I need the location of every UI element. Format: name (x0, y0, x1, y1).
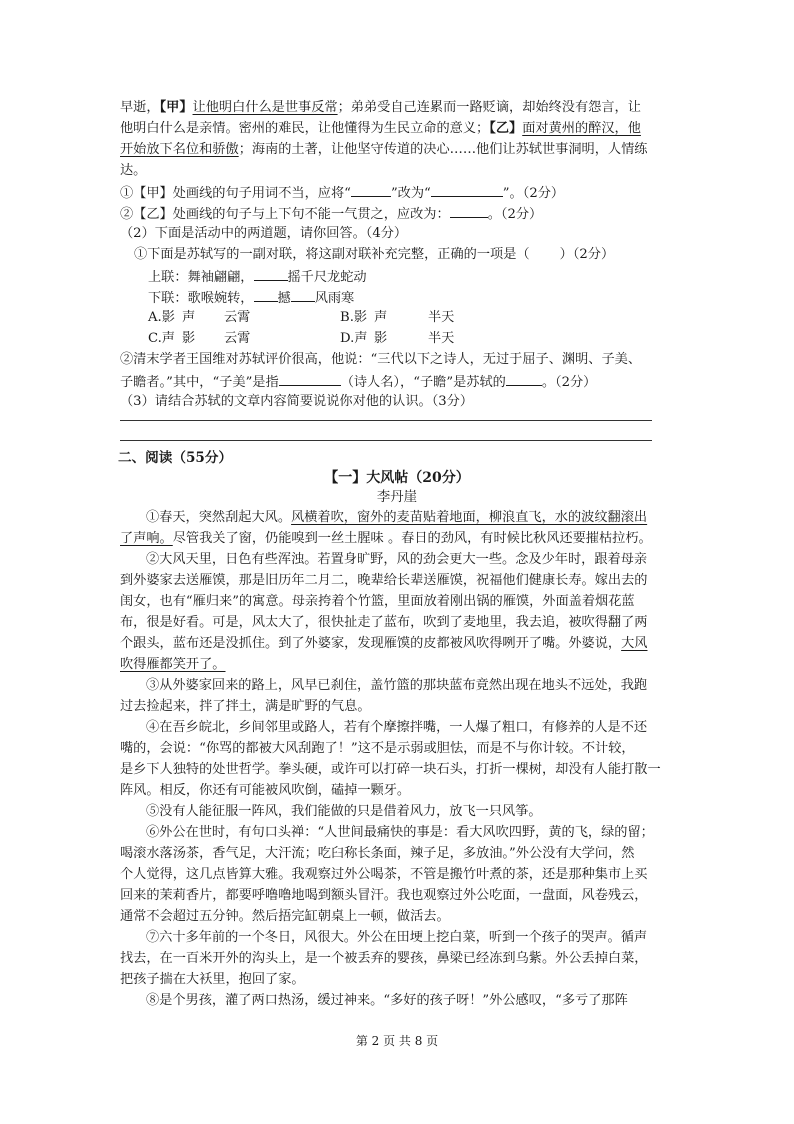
article-line: 喝滚水落汤茶，香气足，大汗流；吃臼称长条面，辣子足，多放油。”外公没有大学问，然 (120, 846, 635, 861)
article-line: 过去捡起来，拌了拌土，满是旷野的气息。 (120, 699, 371, 714)
question-text: （3）请结合苏轼的文章内容简要说说你对他的认识。（3分） (120, 394, 474, 409)
question-text: ”改为“ (390, 186, 431, 201)
answer-line[interactable] (120, 440, 652, 441)
article-line: 是乡下人独特的处世哲学。拳头硬，或许可以打碎一块石头，打折一棵树，却没有人能打散一 (120, 762, 661, 777)
underlined-sentence: 了声响。 (120, 531, 173, 546)
question-text: 。（2分） (487, 207, 543, 222)
question-text: （诗人名），“子瞻”是苏轼的 (340, 375, 506, 390)
text-span: 尽管我关了窗，仍能嗅到一丝土腥味 。春日的劲风，有时候比秋风还要摧枯拉朽。 (172, 531, 652, 546)
couplet-text: 上联：舞袖翩翩， (148, 270, 254, 285)
question-text: ①【甲】处画线的句子用词不当，应将“ (120, 186, 351, 201)
option-part: 半天 (428, 310, 455, 325)
question-text: ）（2分） (559, 247, 615, 262)
underlined-sentence-yi: 面对黄州的醉汉，他 (522, 121, 641, 136)
article-author: 李丹崖 (376, 490, 418, 505)
text-span: 早逝， (120, 100, 160, 115)
option-part: 云霄 (224, 331, 251, 346)
question-text: ②清末学者王国维对苏轼评价很高，他说：“三代以下之诗人，无过于屈子、渊明、子美、 (120, 352, 642, 367)
article-line (120, 634, 648, 654)
question-text: （2）下面是活动中的两道题，请你回答。（4分） (120, 226, 408, 241)
option-label: B.影 (340, 310, 368, 325)
question-3 (120, 224, 407, 244)
article-line: ⑧是个男孩，灌了两口热汤，缓过神来。“多好的孩子呀！”外公感叹，“多亏了那阵 (146, 993, 628, 1008)
passage-line (120, 98, 641, 118)
underlined-sentence-jia: 让他明白什么是世事反常 (192, 100, 338, 115)
couplet-text: 摇千尺龙蛇动 (287, 270, 367, 285)
question-text: ”。（2分） (502, 186, 565, 201)
question-3-2 (120, 350, 641, 370)
article-line-underlined: 吹得雁都笑开了。 (120, 657, 226, 672)
article-line: ⑤没有人能征服一阵风，我们能做的只是借着风力，放飞一只风筝。 (146, 804, 542, 819)
text-span: 他明白什么是亲情。密州的难民，让他懂得为生民立命的意义； (120, 121, 490, 136)
option-c[interactable] (148, 329, 250, 349)
article-line: ④在吾乡皖北，乡间邻里或路人，若有个摩擦拌嘴，一人爆了粗口，有修养的人是不还 (146, 720, 648, 735)
article-line: 阵风。相反，你还有可能被风吹倒，磕掉一颗牙。 (120, 783, 411, 798)
article-line: 闺女，也有“雁归来”的寓意。母亲挎着个竹篮，里面放着刚出锅的雁馍，外面盖着烟花蓝 (120, 594, 635, 609)
couplet-lower (148, 287, 354, 309)
page-number: 第 2 页 共 8 页 (355, 1034, 439, 1048)
article-line: 通常不会超过五分钟。然后捂完缸朝桌上一顿，做活去。 (120, 909, 450, 924)
option-a[interactable] (148, 308, 250, 328)
question-2 (120, 203, 542, 225)
answer-blank[interactable] (351, 182, 391, 197)
question-3-2-cont (120, 371, 596, 393)
question-4 (120, 392, 473, 412)
option-part: 云霄 (224, 310, 251, 325)
passage-line (120, 119, 641, 139)
article-line: 嘴的，会说：“你骂的都被大风刮跑了！”这不是示弱或胆怯，而是不与你计较。不计较， (120, 741, 635, 756)
text-span: ①春天，突然刮起大风。 (146, 510, 292, 525)
couplet-upper (148, 266, 367, 288)
article-line: 找去，在一百米开外的沟头上，是一个被丢弃的婴孩，鼻梁已经冻到乌紫。外公丢掉白菜， (120, 951, 648, 966)
option-b[interactable] (340, 308, 454, 328)
passage-line (120, 140, 648, 160)
marker-jia: 【甲】 (159, 100, 193, 115)
article-line: 布，很是好看。可是，风太大了，很快扯走了蓝布，吹到了麦地里，我去追，被吹得翻了两 (120, 615, 648, 630)
answer-line[interactable] (120, 420, 652, 421)
section-heading: 二、阅读（55分） (118, 450, 233, 466)
passage-line (120, 161, 146, 181)
option-part: 影 (182, 331, 196, 346)
option-label: C.声 (148, 331, 175, 346)
option-label: A.影 (148, 310, 175, 325)
couplet-text: 下联：歌喉婉转， (148, 291, 254, 306)
underlined-sentence-yi-cont: 开始放下名位和骄傲 (120, 142, 239, 157)
question-1 (120, 182, 564, 204)
option-label: D.声 (340, 331, 368, 346)
article-line: ⑥外公在世时，有句口头禅：“人世间最痛快的事是：看大风吹四野，黄的飞，绿的留； (146, 825, 654, 840)
option-d[interactable] (340, 329, 454, 349)
article-line: 个人觉得，这几点皆算大雅。我观察过外公喝茶，不管是搬竹叶煮的茶，还是那种集市上买 (120, 867, 648, 882)
answer-blank[interactable] (254, 266, 288, 281)
article-line: ⑦六十多年前的一个冬日，风很大。外公在田埂上挖白菜，听到一个孩子的哭声。循声 (146, 930, 648, 945)
answer-blank[interactable] (279, 371, 341, 386)
option-part: 影 (374, 331, 388, 346)
text-span: 达。 (120, 163, 147, 178)
question-text: ①下面是苏轼写的一副对联，将这副对联补充完整，正确的一项是（ (134, 247, 530, 262)
marker-yi: 【乙】 (489, 121, 523, 136)
article-line: ②大风天里，日色有些浑浊。若置身旷野，风的劲会更大一些。念及少年时，跟着母亲 (146, 552, 648, 567)
underlined-sentence: 风横着吹，窗外的麦苗贴着地面，柳浪直飞，水的波纹翻滚出 (291, 510, 648, 525)
article-line: 回来的茉莉香片，都要呼噜噜地喝到额头冒汗。我也观察过外公吃面，一盘面，风卷残云， (120, 888, 648, 903)
answer-blank[interactable] (254, 287, 278, 302)
article-line (120, 529, 652, 549)
article-title: 【一】大风帖（20分） (324, 470, 470, 486)
article-line: ③从外婆家回来的路上，风早已刹住，盖竹篮的那块蓝布竟然出现在地头不远处，我跑 (146, 678, 648, 693)
option-part: 声 (182, 310, 196, 325)
text-span: 个跟头，蓝布还是没抓住。到了外婆家，发现雁馍的皮都被风吹得咧开了嘴。外婆说， (120, 636, 622, 651)
answer-blank[interactable] (450, 203, 488, 218)
text-span: ；海南的土著，让他坚守传道的决心……他们让苏轼世事洞明，人情练 (238, 142, 648, 157)
answer-blank[interactable] (291, 287, 315, 302)
question-3-1 (134, 245, 614, 265)
underlined-sentence: 大风 (621, 636, 648, 651)
question-text: 。（2分） (541, 375, 597, 390)
answer-blank[interactable] (506, 371, 542, 386)
question-text: ②【乙】处画线的句子与上下句不能一气贯之，应改为： (120, 207, 450, 222)
article-line: 把孩子揣在大袄里，抱回了家。 (120, 972, 305, 987)
couplet-text: 撼 (277, 291, 291, 306)
question-text: 子瞻者。”其中，“子美”是指 (120, 375, 279, 390)
answer-blank[interactable] (431, 182, 503, 197)
couplet-text: 风雨寒 (314, 291, 355, 306)
option-part: 半天 (428, 331, 455, 346)
option-part: 声 (374, 310, 388, 325)
article-line: 到外婆家去送雁馍，那是旧历年二月二，晚辈给长辈送雁馍，祝福他们健康长寿。嫁出去的 (120, 573, 648, 588)
text-span: ；弟弟受自己连累而一路贬谪，却始终没有怨言，让 (337, 100, 641, 115)
article-line (146, 508, 647, 528)
